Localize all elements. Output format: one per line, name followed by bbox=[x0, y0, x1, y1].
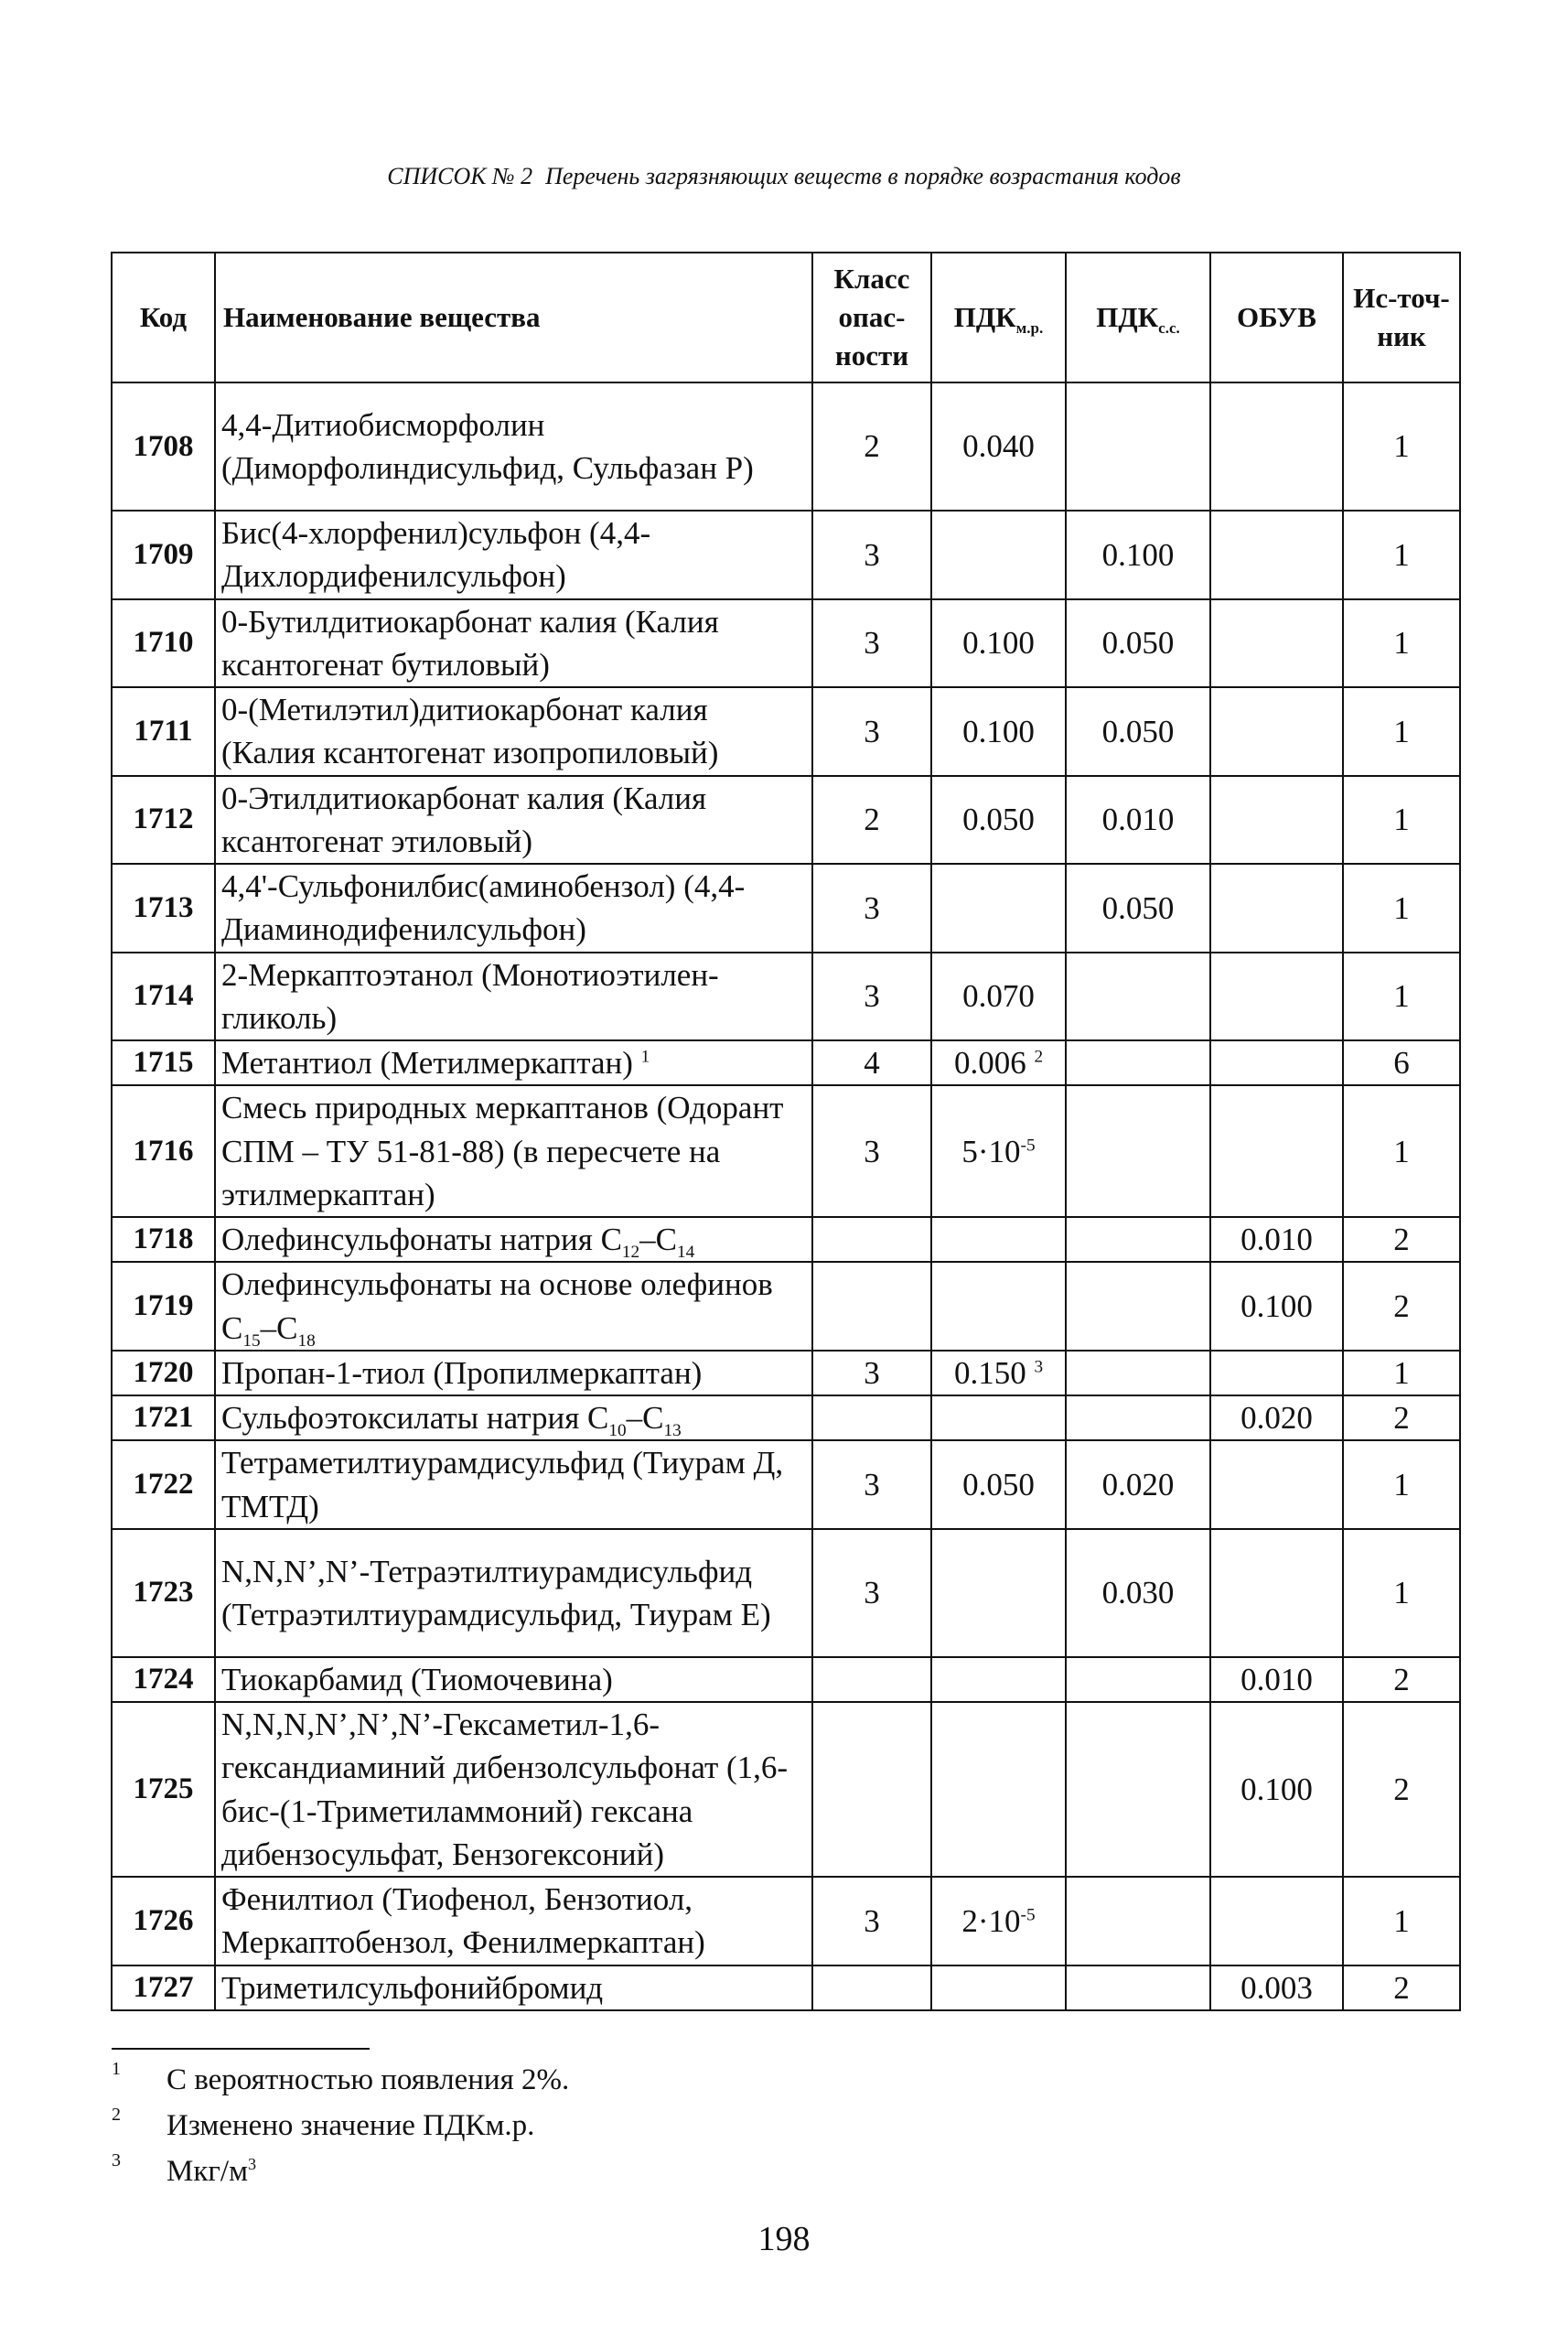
col-header-pdk-mr bbox=[931, 253, 1066, 382]
cell-source: 1 bbox=[1343, 953, 1460, 1041]
footnote-ref: 1 bbox=[640, 1047, 650, 1067]
cell-name-text: Олефинсульфонаты натрия C bbox=[221, 1222, 622, 1257]
table-row bbox=[112, 382, 1460, 511]
cell-obuv bbox=[1210, 1085, 1343, 1217]
cell-pdk-mr-value: 2·10 bbox=[961, 1902, 1021, 1939]
cell-obuv bbox=[1210, 776, 1343, 865]
cell-pdk-ss: 0.050 bbox=[1066, 599, 1210, 688]
table-row bbox=[112, 511, 1460, 599]
cell-pdk-ss bbox=[1066, 1040, 1210, 1085]
cell-hazard-class: 3 bbox=[812, 687, 931, 776]
cell-pdk-ss bbox=[1066, 1702, 1210, 1877]
substances-table bbox=[111, 252, 1461, 2011]
cell-pdk-ss bbox=[1066, 1085, 1210, 1217]
cell-code: 1708 bbox=[112, 382, 215, 511]
cell-name bbox=[215, 1395, 812, 1440]
cell-pdk-ss: 0.100 bbox=[1066, 511, 1210, 599]
cell-pdk-mr: 0.100 bbox=[931, 687, 1066, 776]
cell-pdk-mr: 0.070 bbox=[931, 953, 1066, 1041]
cell-pdk-ss: 0.030 bbox=[1066, 1529, 1210, 1657]
cell-name: N,N,N’,N’-Тетраэтилтиурамдисульфид (Тетраэтилтиурамдисульфид, Тиурам Е) bbox=[215, 1529, 812, 1657]
cell-obuv bbox=[1210, 382, 1343, 511]
cell-pdk-ss bbox=[1066, 1395, 1210, 1440]
cell-pdk-ss: 0.020 bbox=[1066, 1440, 1210, 1529]
table-body bbox=[112, 382, 1460, 2010]
footnote-text: Изменено значение ПДКм.р. bbox=[166, 2109, 535, 2142]
col-header-hazard-class bbox=[812, 253, 931, 382]
cell-obuv: 0.010 bbox=[1210, 1657, 1343, 1702]
cell-name: 0-Бутилдитиокарбонат калия (Калия ксантогенат бутиловый) bbox=[215, 599, 812, 688]
cell-code: 1718 bbox=[112, 1217, 215, 1262]
cell-hazard-class bbox=[812, 1657, 931, 1702]
cell-code: 1721 bbox=[112, 1395, 215, 1440]
cell-name: Пропан-1-тиол (Пропилмеркаптан) bbox=[215, 1351, 812, 1395]
footnotes bbox=[112, 2048, 843, 2194]
cell-source: 2 bbox=[1343, 1657, 1460, 1702]
subscript: 18 bbox=[297, 1330, 316, 1351]
cell-name: 0-Этилдитиокарбонат калия (Калия ксантогенат этиловый) bbox=[215, 776, 812, 865]
cell-source: 6 bbox=[1343, 1040, 1460, 1085]
cell-pdk-mr bbox=[931, 864, 1066, 953]
table-row bbox=[112, 1657, 1460, 1702]
cell-obuv bbox=[1210, 1877, 1343, 1965]
cell-pdk-mr bbox=[931, 1351, 1066, 1395]
cell-pdk-mr bbox=[931, 1395, 1066, 1440]
cell-hazard-class: 3 bbox=[812, 511, 931, 599]
cell-obuv bbox=[1210, 1529, 1343, 1657]
cell-source: 1 bbox=[1343, 776, 1460, 865]
footnote-item bbox=[112, 2057, 843, 2103]
cell-source: 1 bbox=[1343, 1351, 1460, 1395]
cell-name bbox=[215, 1217, 812, 1262]
cell-code: 1725 bbox=[112, 1702, 215, 1877]
cell-name: 0-(Метилэтил)дитиокарбонат калия (Калия ксантогенат изопропиловый) bbox=[215, 687, 812, 776]
subscript: 10 bbox=[608, 1421, 627, 1440]
cell-name: Тиокарбамид (Тиомочевина) bbox=[215, 1657, 812, 1702]
footnote-mark: 2 bbox=[112, 2105, 121, 2125]
cell-source: 1 bbox=[1343, 511, 1460, 599]
footnote-item bbox=[112, 2149, 843, 2194]
cell-pdk-mr: 0.050 bbox=[931, 776, 1066, 865]
cell-pdk-mr bbox=[931, 1877, 1066, 1965]
col-header-obuv: ОБУВ bbox=[1210, 253, 1343, 382]
cell-obuv bbox=[1210, 1040, 1343, 1085]
cell-source: 1 bbox=[1343, 1877, 1460, 1965]
cell-hazard-class bbox=[812, 1262, 931, 1351]
cell-obuv bbox=[1210, 953, 1343, 1041]
cell-name: 4,4'-Сульфонилбис(аминобензол) (4,4-Диаминодифенилсульфон) bbox=[215, 864, 812, 953]
cell-pdk-mr bbox=[931, 1217, 1066, 1262]
table-row bbox=[112, 1702, 1460, 1877]
cell-name bbox=[215, 1040, 812, 1085]
cell-source: 2 bbox=[1343, 1217, 1460, 1262]
table-header-row bbox=[112, 253, 1460, 382]
cell-hazard-class: 3 bbox=[812, 1440, 931, 1529]
cell-pdk-mr bbox=[931, 1085, 1066, 1217]
cell-name-text: Метантиол (Метилмеркаптан) bbox=[221, 1045, 633, 1081]
subscript: 15 bbox=[242, 1330, 261, 1351]
cell-pdk-mr bbox=[931, 1040, 1066, 1085]
cell-name-mid: –C bbox=[260, 1309, 298, 1346]
footnote-ref: 3 bbox=[1034, 1357, 1044, 1377]
footnote-text-wrap bbox=[166, 2149, 256, 2194]
cell-pdk-ss bbox=[1066, 953, 1210, 1041]
cell-pdk-mr bbox=[931, 1262, 1066, 1351]
col-header-code: Код bbox=[112, 253, 215, 382]
col-header-name: Наименование вещества bbox=[215, 253, 812, 382]
cell-name: Тетраметилтиурамдисульфид (Тиурам Д, ТМТД) bbox=[215, 1440, 812, 1529]
cell-source: 2 bbox=[1343, 1965, 1460, 2010]
table-row bbox=[112, 1351, 1460, 1395]
footnote-mark: 1 bbox=[112, 2059, 121, 2079]
table-row bbox=[112, 864, 1460, 953]
footnote-text: Мкг/м bbox=[166, 2155, 248, 2188]
table-row bbox=[112, 599, 1460, 688]
cell-obuv bbox=[1210, 511, 1343, 599]
cell-pdk-ss bbox=[1066, 1217, 1210, 1262]
footnote-divider bbox=[112, 2048, 370, 2050]
list-title: Перечень загрязняющих веществ в порядке возрастания кодов bbox=[545, 163, 1181, 189]
table-row bbox=[112, 1085, 1460, 1217]
cell-hazard-class bbox=[812, 1965, 931, 2010]
subscript: 13 bbox=[663, 1421, 682, 1440]
cell-code: 1719 bbox=[112, 1262, 215, 1351]
cell-hazard-class bbox=[812, 1395, 931, 1440]
cell-name: Бис(4-хлорфенил)сульфон (4,4-Дихлордифенилсульфон) bbox=[215, 511, 812, 599]
subscript: 14 bbox=[677, 1243, 695, 1262]
cell-hazard-class: 3 bbox=[812, 1529, 931, 1657]
cell-code: 1726 bbox=[112, 1877, 215, 1965]
cell-hazard-class: 3 bbox=[812, 1085, 931, 1217]
cell-name-mid: –C bbox=[639, 1222, 678, 1257]
cell-pdk-ss: 0.010 bbox=[1066, 776, 1210, 865]
footnote-superscript: 3 bbox=[247, 2155, 257, 2173]
cell-pdk-ss: 0.050 bbox=[1066, 864, 1210, 953]
cell-pdk-ss: 0.050 bbox=[1066, 687, 1210, 776]
cell-source: 2 bbox=[1343, 1702, 1460, 1877]
footnote-item bbox=[112, 2103, 843, 2149]
footnote-mark: 3 bbox=[112, 2150, 121, 2170]
cell-obuv: 0.003 bbox=[1210, 1965, 1343, 2010]
cell-code: 1715 bbox=[112, 1040, 215, 1085]
col-header-source: Ис-точ-ник bbox=[1343, 253, 1460, 382]
cell-hazard-class: 3 bbox=[812, 1351, 931, 1395]
cell-source: 1 bbox=[1343, 382, 1460, 511]
cell-code: 1727 bbox=[112, 1965, 215, 2010]
cell-name: 4,4-Дитиобисморфолин (Диморфолиндисульфид, Сульфазан Р) bbox=[215, 382, 812, 511]
cell-pdk-mr: 0.050 bbox=[931, 1440, 1066, 1529]
table-row bbox=[112, 1395, 1460, 1440]
cell-obuv bbox=[1210, 687, 1343, 776]
list-label: СПИСОК № 2 bbox=[387, 163, 533, 189]
exponent: -5 bbox=[1020, 1904, 1036, 1924]
cell-pdk-mr bbox=[931, 1702, 1066, 1877]
cell-name-mid: –C bbox=[626, 1400, 664, 1436]
table-row bbox=[112, 1262, 1460, 1351]
page-number: 198 bbox=[757, 2220, 811, 2258]
cell-obuv bbox=[1210, 599, 1343, 688]
cell-name: Фенилтиол (Тиофенол, Бензотиол, Меркаптобензол, Фенилмеркаптан) bbox=[215, 1877, 812, 1965]
cell-name: Триметилсульфонийбромид bbox=[215, 1965, 812, 2010]
cell-pdk-ss bbox=[1066, 1351, 1210, 1395]
cell-hazard-class: 3 bbox=[812, 1877, 931, 1965]
cell-hazard-class: 2 bbox=[812, 776, 931, 865]
cell-source: 1 bbox=[1343, 1085, 1460, 1217]
cell-pdk-ss bbox=[1066, 1262, 1210, 1351]
table-row bbox=[112, 1040, 1460, 1085]
hazard-class-label: Класс опас-ности bbox=[833, 263, 910, 372]
pdk-mr-subscript: м.р. bbox=[1015, 319, 1044, 338]
cell-source: 1 bbox=[1343, 687, 1460, 776]
exponent: -5 bbox=[1020, 1135, 1036, 1155]
cell-pdk-mr bbox=[931, 1965, 1066, 2010]
cell-code: 1724 bbox=[112, 1657, 215, 1702]
cell-code: 1712 bbox=[112, 776, 215, 865]
cell-obuv bbox=[1210, 1440, 1343, 1529]
cell-hazard-class: 3 bbox=[812, 599, 931, 688]
table-row bbox=[112, 1440, 1460, 1529]
cell-pdk-mr-value: 5·10 bbox=[961, 1133, 1021, 1169]
table-row bbox=[112, 687, 1460, 776]
cell-hazard-class bbox=[812, 1217, 931, 1262]
cell-source: 1 bbox=[1343, 1529, 1460, 1657]
cell-name-text: Сульфоэтоксилаты натрия C bbox=[221, 1400, 609, 1436]
cell-name: N,N,N,N’,N’,N’-Гексаметил-1,6-гександиаминий дибензолсульфонат (1,6-бис-(1-Триметиламмоний) гексана дибензосульфат, Бензогексоний) bbox=[215, 1702, 812, 1877]
cell-code: 1711 bbox=[112, 687, 215, 776]
cell-name-text: Олефинсульфонаты на основе олефинов C bbox=[221, 1266, 773, 1346]
cell-pdk-ss bbox=[1066, 1877, 1210, 1965]
cell-pdk-ss bbox=[1066, 382, 1210, 511]
cell-code: 1716 bbox=[112, 1085, 215, 1217]
cell-hazard-class: 3 bbox=[812, 864, 931, 953]
cell-code: 1714 bbox=[112, 953, 215, 1041]
cell-source: 1 bbox=[1343, 599, 1460, 688]
cell-hazard-class: 3 bbox=[812, 953, 931, 1041]
cell-source: 1 bbox=[1343, 1440, 1460, 1529]
cell-pdk-mr-value: 0.150 bbox=[953, 1354, 1026, 1391]
pdk-ss-label: ПДК bbox=[1096, 301, 1159, 334]
cell-name: 2-Меркаптоэтанол (Монотиоэтилен-гликоль) bbox=[215, 953, 812, 1041]
cell-hazard-class: 4 bbox=[812, 1040, 931, 1085]
cell-obuv: 0.100 bbox=[1210, 1702, 1343, 1877]
cell-obuv: 0.010 bbox=[1210, 1217, 1343, 1262]
cell-code: 1709 bbox=[112, 511, 215, 599]
pdk-ss-subscript: с.с. bbox=[1158, 319, 1180, 338]
col-header-pdk-ss bbox=[1066, 253, 1210, 382]
cell-hazard-class: 2 bbox=[812, 382, 931, 511]
cell-source: 1 bbox=[1343, 864, 1460, 953]
cell-obuv: 0.020 bbox=[1210, 1395, 1343, 1440]
cell-pdk-mr bbox=[931, 1529, 1066, 1657]
footnote-ref: 2 bbox=[1034, 1047, 1044, 1067]
cell-hazard-class bbox=[812, 1702, 931, 1877]
cell-source: 2 bbox=[1343, 1262, 1460, 1351]
cell-pdk-ss bbox=[1066, 1965, 1210, 2010]
table-row bbox=[112, 1877, 1460, 1965]
cell-code: 1710 bbox=[112, 599, 215, 688]
table-row bbox=[112, 1529, 1460, 1657]
footnote-text: С вероятностью появления 2%. bbox=[166, 2063, 570, 2096]
cell-code: 1723 bbox=[112, 1529, 215, 1657]
table-row bbox=[112, 953, 1460, 1041]
cell-obuv bbox=[1210, 1351, 1343, 1395]
cell-pdk-mr: 0.040 bbox=[931, 382, 1066, 511]
cell-pdk-mr bbox=[931, 511, 1066, 599]
cell-obuv: 0.100 bbox=[1210, 1262, 1343, 1351]
table-row bbox=[112, 1965, 1460, 2010]
cell-name: Смесь природных меркаптанов (Одорант СПМ – ТУ 51-81-88) (в пересчете на этилмеркаптан) bbox=[215, 1085, 812, 1217]
cell-pdk-mr bbox=[931, 1657, 1066, 1702]
cell-code: 1713 bbox=[112, 864, 215, 953]
page-header bbox=[0, 163, 1568, 190]
table-row bbox=[112, 1217, 1460, 1262]
cell-pdk-mr-value: 0.006 bbox=[953, 1045, 1026, 1081]
cell-code: 1722 bbox=[112, 1440, 215, 1529]
subscript: 12 bbox=[621, 1243, 640, 1262]
pdk-mr-label: ПДК bbox=[953, 301, 1016, 334]
cell-pdk-mr: 0.100 bbox=[931, 599, 1066, 688]
cell-source: 2 bbox=[1343, 1395, 1460, 1440]
cell-name bbox=[215, 1262, 812, 1351]
cell-code: 1720 bbox=[112, 1351, 215, 1395]
cell-pdk-ss bbox=[1066, 1657, 1210, 1702]
table-row bbox=[112, 776, 1460, 865]
cell-obuv bbox=[1210, 864, 1343, 953]
